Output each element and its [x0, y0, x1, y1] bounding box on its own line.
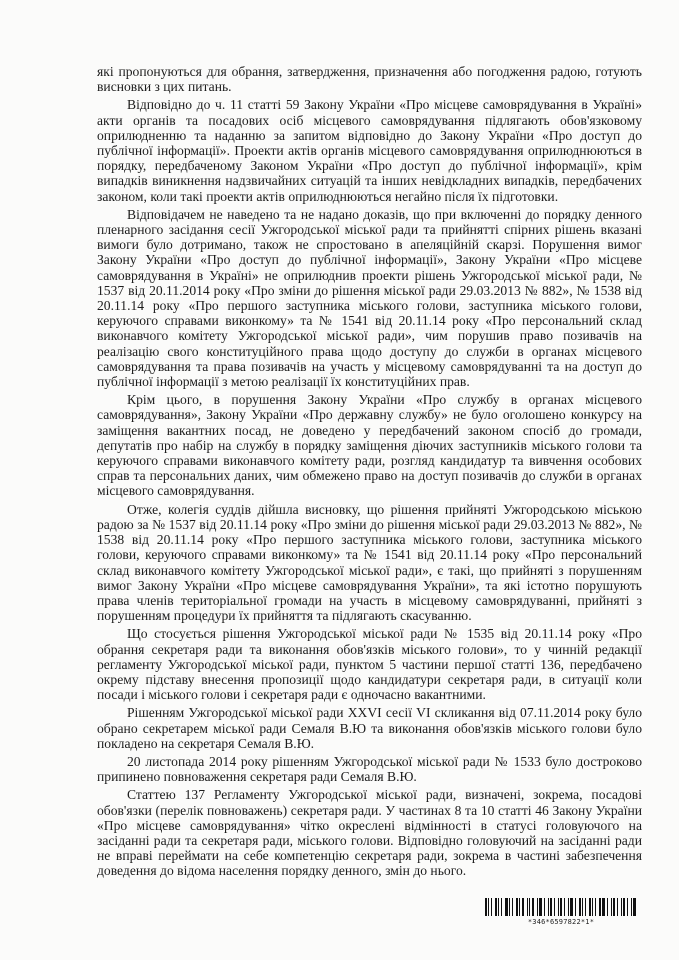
- barcode-bar: [529, 898, 530, 916]
- barcode-bar: [631, 898, 632, 916]
- barcode-bar: [579, 898, 581, 916]
- barcode-bar: [621, 898, 622, 916]
- barcode-bar: [550, 898, 552, 916]
- barcode-bar: [532, 898, 534, 916]
- barcode-bar: [509, 898, 510, 916]
- barcode-bar: [633, 898, 636, 916]
- paragraph-9: Статтею 137 Регламенту Ужгородської міської ради, визначені, зокрема, посадові обов'язки (перелік повноважень) секретаря ради. У частинах 8 та 10 статті 46 Закону України «Про місцеве самоврядування» чітко окреслені відмінності в статусі головуючого на засіданні ради та секретаря ради, міського голови. Відповідно головуючий на засіданні ради не вправі переймати на себе компетенцію секретаря ради, зокрема в частині забезпечення доведення до відома населення порядку денного, змін до нього.: [97, 787, 642, 879]
- paragraph-2: Відповідно до ч. 11 статті 59 Закону України «Про місцеве самоврядування в Україні» акти органів та посадових осіб місцевого самоврядування підлягають обов'язковому оприлюдненню та наданню за запитом відповідно до Закону України «Про доступ до публічної інформації». Проекти актів органів місцевого самоврядування оприлюднюються в порядку, передбаченому Законом України «Про доступ до публічної інформації», крім випадків виникнення надзвичайних ситуацій та інших невідкладних випадків, передбачених законом, коли такі проекти актів оприлюднюються негайно після їх підготовки.: [97, 97, 642, 204]
- barcode-bar: [582, 898, 583, 916]
- barcode-bar: [599, 898, 601, 916]
- barcode-bar: [495, 898, 497, 916]
- barcode-bar: [585, 898, 586, 916]
- barcode-bar: [491, 898, 492, 916]
- barcode-bar: [613, 898, 615, 916]
- barcode-bar: [527, 898, 528, 916]
- barcode: [480, 898, 642, 926]
- barcode-bars: [480, 898, 642, 916]
- barcode-bar: [570, 898, 573, 916]
- barcode-bar: [537, 898, 538, 916]
- paragraph-8: 20 листопада 2014 року рішенням Ужгородської міської ради № 1533 було достроково припинено повноваження секретаря ради Семаля В.Ю.: [97, 753, 642, 785]
- barcode-bar: [592, 898, 593, 916]
- paragraph-5: Отже, колегія суддів дійшла висновку, що рішення прийняті Ужгородською міською радою за № 1537 від 20.11.14 року «Про зміни до рішення міської ради 29.03.2013 № 882», № 1538 від 20.11.14 року «Про першого заступника міського голови, заступника міського голови, керуючого справами виконкому» та № 1541 від 20.11.14 року «Про персональний склад виконавчого комітету Ужгородської міської ради», є такі, що прийняті з порушенням вимог Закону України «Про місцеве самоврядування України», та які істотно порушують права членів територіальної громади на участь в місцевому самоврядуванні, прийняті з порушенням процедури їх прийняття та підлягають скасуванню.: [97, 501, 642, 624]
- barcode-bar: [488, 898, 489, 916]
- barcode-bar: [548, 898, 549, 916]
- barcode-bar: [568, 898, 569, 916]
- barcode-bar: [595, 898, 596, 916]
- barcode-bar: [602, 898, 605, 916]
- barcode-bar: [539, 898, 542, 916]
- barcode-bar: [623, 898, 625, 916]
- barcode-bar: [505, 898, 508, 916]
- barcode-bar: [607, 898, 608, 916]
- barcode-bar: [558, 898, 559, 916]
- paragraph-7: Рішенням Ужгородської міської ради XXVI сесії VI скликання від 07.11.2014 року було обрано секретарем міської ради Семаля В.Ю та виконання обов'язків міського голови було покладено на секретаря Семаля В.Ю.: [97, 705, 642, 751]
- barcode-bar: [498, 898, 499, 916]
- document-body: [97, 64, 642, 882]
- barcode-bar: [516, 898, 518, 916]
- barcode-number: *346*6597822*1*: [527, 918, 595, 926]
- barcode-bar: [589, 898, 591, 916]
- barcode-bar: [617, 898, 618, 916]
- barcode-bar: [611, 898, 612, 916]
- barcode-bar: [544, 898, 545, 916]
- paragraph-3: Відповідачем не наведено та не надано доказів, що при включенні до порядку денного пленарного засідання сесії Ужгородської міської ради та прийнятті спірних рішень вказані вимоги було дотримано, також не спростовано в апеляційній скарзі. Порушення вимог Закону України «Про доступ до публічної інформації», Закону України «Про місцеве самоврядування в Україні» не оприлюднив проекти рішень Ужгородської міської ради, № 1537 від 20.11.2014 року «Про зміни до рішення міської ради 29.03.2013 № 882», № 1538 від 20.11.14 року «Про першого заступника міського голови, заступника міського голови, керуючого справами виконкому» та № 1541 від 20.11.14 року «Про персональний склад виконавчого комітету Ужгородської міської ради», чим порушив право позивачів на реалізацію свого конституційного права щодо доступу до служби в органах місцевого самоврядування та права позивачів на участь у місцевому самоврядуванні та на доступ до публічної інформації з метою реалізації їх конституційних прав.: [97, 206, 642, 390]
- paragraph-4: Крім цього, в порушення Закону України «Про службу в органах місцевого самоврядування», Закону України «Про державну службу» не було оголошено конкурсу на заміщення вакантних посад, не доведено у передбачений законом спосіб до громади, депутатів про набір на службу в порядку заміщення діючих заступників міського голови та керуючого справами виконавчого комітету ради, розгляд кандидатур та вивчення особових справ та персональних даних, чим обмежено право на доступ позивачів до служби в органах місцевого самоврядування.: [97, 392, 642, 499]
- barcode-bar: [554, 898, 555, 916]
- paragraph-1: які пропонуються для обрання, затвердження, призначення або погодження радою, готують висновки з цих питань.: [97, 64, 642, 95]
- barcode-bar: [560, 898, 562, 916]
- barcode-bar: [519, 898, 520, 916]
- barcode-bar: [575, 898, 576, 916]
- paragraph-6: Що стосується рішення Ужгородської міської ради № 1535 від 20.11.14 року «Про обрання секретаря ради та виконання обов'язків міського голови», то у чинній редакції регламенту Ужгородської міської ради, пунктом 5 частини першої статті 136, передбачено окрему підставу внесення пропозиції щодо кандидатури секретаря ради, в ситуації коли посади і міського голови і секретаря ради є одночасно вакантними.: [97, 626, 642, 703]
- barcode-bar: [564, 898, 565, 916]
- barcode-bar: [485, 898, 487, 916]
- barcode-bar: [501, 898, 502, 916]
- barcode-bar: [522, 898, 524, 916]
- barcode-bar: [627, 898, 628, 916]
- barcode-bar: [512, 898, 513, 916]
